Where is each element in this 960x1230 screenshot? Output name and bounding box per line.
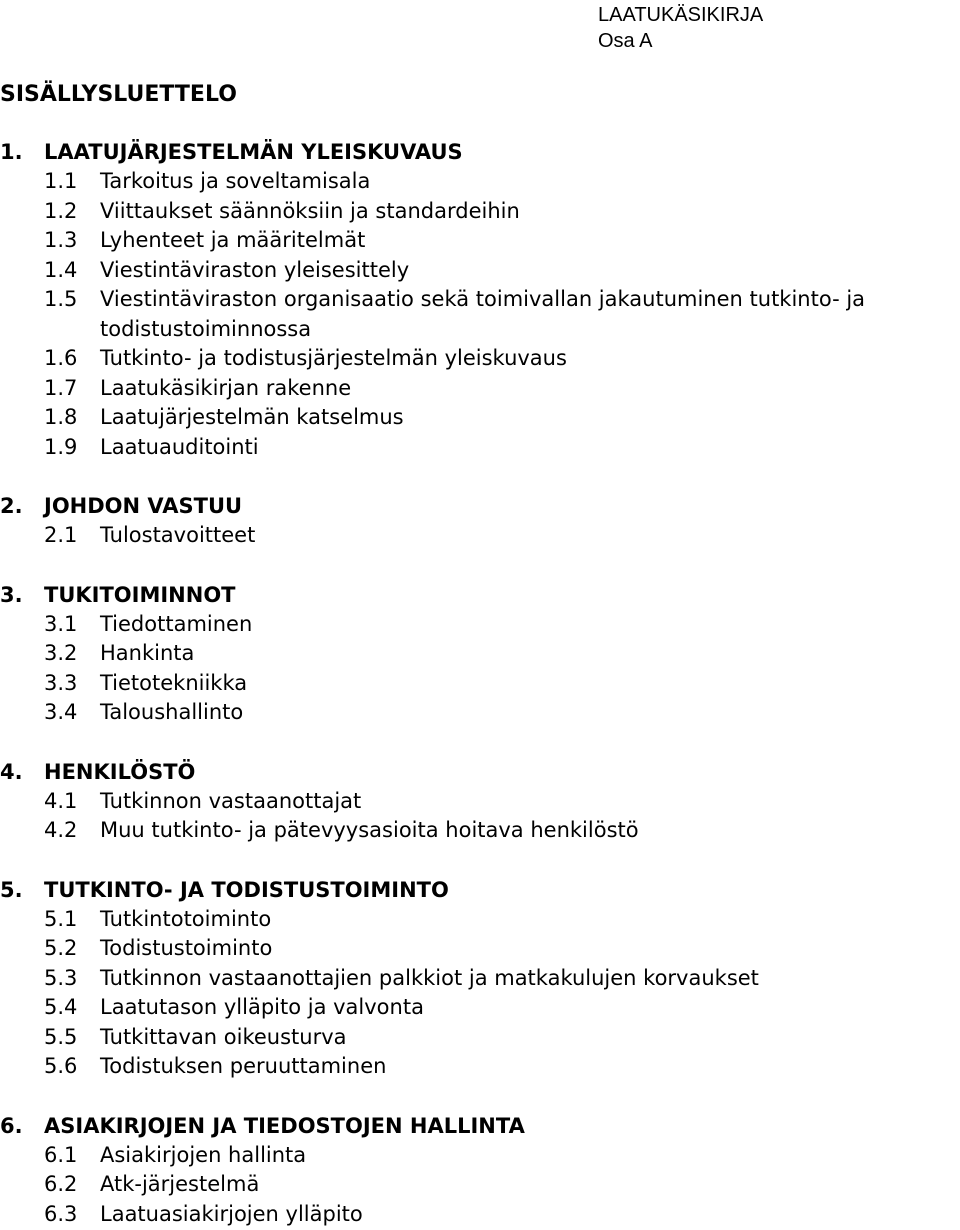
item-text: Todistuksen peruuttaminen — [100, 1054, 387, 1078]
item-text: Laatutason ylläpito ja valvonta — [100, 995, 424, 1019]
toc-item — [0, 934, 958, 964]
item-number: 5.4 — [44, 995, 78, 1019]
item-number: 1.5 — [44, 287, 78, 311]
toc-item — [0, 639, 958, 669]
section-title: ASIAKIRJOJEN JA TIEDOSTOJEN HALLINTA — [44, 1113, 525, 1138]
item-number: 5.6 — [44, 1054, 78, 1078]
toc-item — [0, 1052, 958, 1082]
item-number: 5.2 — [44, 936, 78, 960]
section-heading — [0, 491, 958, 521]
item-number: 5.3 — [44, 965, 78, 990]
item-text: Viittaukset säännöksiin ja standardeihin — [100, 198, 520, 223]
toc-item — [0, 167, 958, 197]
toc-item — [0, 964, 958, 994]
item-text: Viestintäviraston organisaatio sekä toimivallan jakautuminen tutkinto- ja todistustoiminnossa — [100, 287, 866, 341]
item-text: Laatujärjestelmän katselmus — [100, 405, 404, 429]
item-number: 1.1 — [44, 169, 78, 193]
toc-section — [0, 1111, 958, 1230]
item-text: Lyhenteet ja määritelmät — [100, 228, 366, 252]
toc-section — [0, 137, 958, 462]
item-number: 3.3 — [44, 670, 78, 695]
item-number: 6.1 — [44, 1142, 78, 1167]
toc-item — [0, 1170, 958, 1200]
toc-item — [0, 433, 958, 463]
item-text: Tietotekniikka — [100, 670, 248, 695]
section-heading — [0, 757, 958, 787]
item-text: Tutkintotoiminto — [100, 906, 272, 931]
item-text: Tutkittavan oikeusturva — [100, 1024, 347, 1049]
section-heading — [0, 580, 958, 610]
toc-item — [0, 698, 958, 728]
item-text: Laatuasiakirjojen ylläpito — [100, 1201, 363, 1226]
section-number: 5. — [0, 877, 23, 902]
item-number: 1.9 — [44, 434, 78, 459]
item-text: Tulostavoitteet — [100, 523, 256, 547]
section-heading — [0, 137, 958, 167]
page-title: SISÄLLYSLUETTELO — [0, 82, 237, 107]
item-number: 3.1 — [44, 611, 78, 636]
section-number: 1. — [0, 140, 23, 164]
item-text: Asiakirjojen hallinta — [100, 1142, 307, 1167]
item-text: Tarkoitus ja soveltamisala — [100, 169, 371, 193]
item-text: Tutkinnon vastaanottajien palkkiot ja matkakulujen korvaukset — [100, 965, 759, 990]
toc-section — [0, 491, 958, 551]
toc-item — [0, 256, 958, 286]
toc-item — [0, 1141, 958, 1171]
toc-item — [0, 993, 958, 1023]
section-title: JOHDON VASTUU — [44, 494, 243, 518]
document-header — [598, 2, 763, 54]
section-title: LAATUJÄRJESTELMÄN YLEISKUVAUS — [44, 140, 463, 164]
header-part: Osa A — [598, 30, 653, 52]
toc-section — [0, 757, 958, 846]
toc-item — [0, 285, 958, 344]
item-number: 1.4 — [44, 257, 78, 282]
toc-item — [0, 610, 958, 640]
item-number: 3.4 — [44, 700, 78, 724]
item-text: Laatukäsikirjan rakenne — [100, 375, 352, 400]
item-number: 1.6 — [44, 346, 78, 370]
toc-item — [0, 226, 958, 256]
item-number: 1.2 — [44, 198, 78, 223]
toc-item — [0, 1200, 958, 1230]
item-number: 1.8 — [44, 405, 78, 429]
item-text: Muu tutkinto- ja pätevyysasioita hoitava henkilöstö — [100, 818, 639, 842]
section-heading — [0, 875, 958, 905]
item-text: Laatuauditointi — [100, 434, 259, 459]
toc-item — [0, 197, 958, 227]
section-heading — [0, 1111, 958, 1141]
header-title: LAATUKÄSIKIRJA — [598, 4, 764, 26]
item-number: 4.2 — [44, 818, 78, 842]
section-number: 2. — [0, 494, 23, 518]
toc-item — [0, 403, 958, 433]
item-number: 6.3 — [44, 1201, 78, 1226]
section-title: TUTKINTO- JA TODISTUSTOIMINTO — [44, 877, 449, 902]
toc-item — [0, 344, 958, 374]
toc-section — [0, 875, 958, 1082]
item-number: 5.5 — [44, 1024, 78, 1049]
item-text: Todistustoiminto — [100, 936, 273, 960]
item-number: 5.1 — [44, 906, 78, 931]
toc-item — [0, 787, 958, 817]
section-number: 6. — [0, 1113, 23, 1138]
toc-item — [0, 905, 958, 935]
section-title: HENKILÖSTÖ — [44, 759, 196, 784]
item-number: 3.2 — [44, 641, 78, 665]
table-of-contents — [0, 137, 958, 1229]
item-number: 4.1 — [44, 788, 78, 813]
section-title: TUKITOIMINNOT — [44, 582, 236, 607]
toc-item — [0, 521, 958, 551]
toc-section — [0, 580, 958, 728]
item-number: 1.7 — [44, 375, 78, 400]
item-text: Hankinta — [100, 641, 195, 665]
section-number: 4. — [0, 759, 23, 784]
section-number: 3. — [0, 582, 23, 607]
item-number: 1.3 — [44, 228, 78, 252]
toc-item — [0, 374, 958, 404]
item-text: Tiedottaminen — [100, 611, 253, 636]
toc-item — [0, 669, 958, 699]
item-text: Viestintäviraston yleisesittely — [100, 257, 410, 282]
toc-item — [0, 1023, 958, 1053]
toc-item — [0, 816, 958, 846]
item-text: Tutkinnon vastaanottajat — [100, 788, 362, 813]
item-number: 2.1 — [44, 523, 78, 547]
item-number: 6.2 — [44, 1172, 78, 1196]
item-text: Tutkinto- ja todistusjärjestelmän yleiskuvaus — [100, 346, 567, 370]
item-text: Atk-järjestelmä — [100, 1172, 260, 1196]
item-text: Taloushallinto — [100, 700, 244, 724]
